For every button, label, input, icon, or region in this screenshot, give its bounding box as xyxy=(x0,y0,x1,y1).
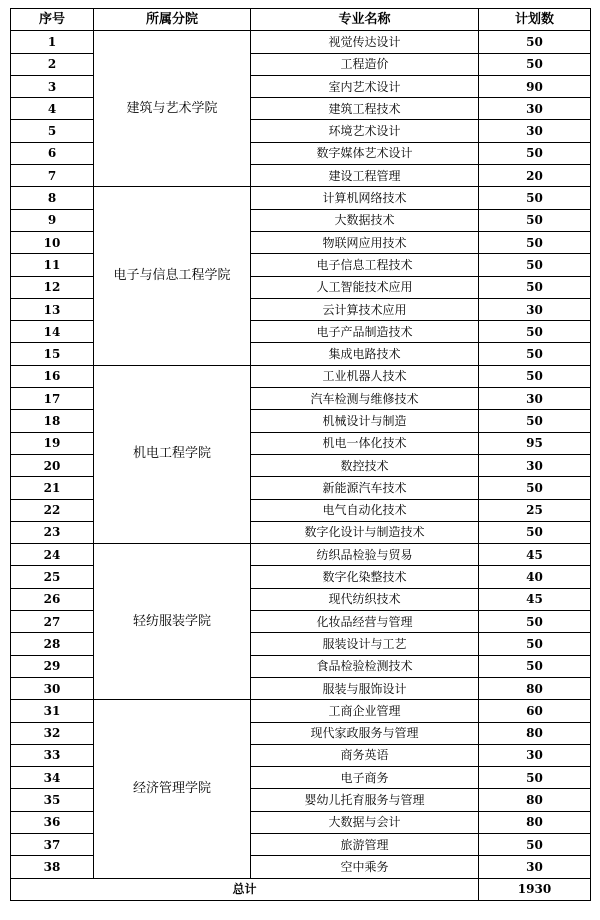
plan-cell: 90 xyxy=(479,75,591,97)
serial-cell: 30 xyxy=(11,677,94,699)
plan-cell: 25 xyxy=(479,499,591,521)
major-cell: 计算机网络技术 xyxy=(251,187,479,209)
plan-cell: 95 xyxy=(479,432,591,454)
major-cell: 集成电路技术 xyxy=(251,343,479,365)
major-cell: 环境艺术设计 xyxy=(251,120,479,142)
major-cell: 工程造价 xyxy=(251,53,479,75)
plan-cell: 60 xyxy=(479,700,591,722)
table-row xyxy=(11,365,591,387)
header-serial: 序号 xyxy=(11,9,94,31)
serial-cell: 33 xyxy=(11,744,94,766)
major-cell: 工业机器人技术 xyxy=(251,365,479,387)
serial-cell: 35 xyxy=(11,789,94,811)
serial-cell: 38 xyxy=(11,856,94,878)
plan-cell: 50 xyxy=(479,343,591,365)
major-cell: 工商企业管理 xyxy=(251,700,479,722)
plan-cell: 30 xyxy=(479,454,591,476)
serial-cell: 34 xyxy=(11,767,94,789)
serial-cell: 32 xyxy=(11,722,94,744)
major-cell: 大数据技术 xyxy=(251,209,479,231)
total-label: 总计 xyxy=(11,878,479,900)
plan-cell: 80 xyxy=(479,677,591,699)
table-body xyxy=(11,31,591,878)
major-cell: 电子信息工程技术 xyxy=(251,254,479,276)
serial-cell: 16 xyxy=(11,365,94,387)
plan-cell: 30 xyxy=(479,744,591,766)
major-cell: 数字媒体艺术设计 xyxy=(251,142,479,164)
major-cell: 建筑工程技术 xyxy=(251,98,479,120)
major-cell: 室内艺术设计 xyxy=(251,75,479,97)
major-cell: 食品检验检测技术 xyxy=(251,655,479,677)
serial-cell: 1 xyxy=(11,31,94,53)
serial-cell: 2 xyxy=(11,53,94,75)
plan-cell: 80 xyxy=(479,789,591,811)
serial-cell: 27 xyxy=(11,611,94,633)
table-row xyxy=(11,544,591,566)
major-cell: 电子产品制造技术 xyxy=(251,321,479,343)
plan-cell: 80 xyxy=(479,722,591,744)
plan-cell: 50 xyxy=(479,276,591,298)
plan-cell: 50 xyxy=(479,633,591,655)
header-department: 所属分院 xyxy=(94,9,251,31)
serial-cell: 31 xyxy=(11,700,94,722)
plan-cell: 30 xyxy=(479,298,591,320)
plan-cell: 50 xyxy=(479,611,591,633)
serial-cell: 18 xyxy=(11,410,94,432)
major-cell: 人工智能技术应用 xyxy=(251,276,479,298)
plan-cell: 30 xyxy=(479,388,591,410)
major-cell: 视觉传达设计 xyxy=(251,31,479,53)
major-cell: 物联网应用技术 xyxy=(251,231,479,253)
department-cell: 轻纺服装学院 xyxy=(94,544,251,700)
serial-cell: 26 xyxy=(11,588,94,610)
major-cell: 数字化设计与制造技术 xyxy=(251,521,479,543)
plan-cell: 50 xyxy=(479,521,591,543)
total-row xyxy=(11,878,591,900)
plan-cell: 40 xyxy=(479,566,591,588)
major-cell: 大数据与会计 xyxy=(251,811,479,833)
serial-cell: 24 xyxy=(11,544,94,566)
plan-cell: 50 xyxy=(479,767,591,789)
major-cell: 服装设计与工艺 xyxy=(251,633,479,655)
serial-cell: 14 xyxy=(11,321,94,343)
department-cell: 建筑与艺术学院 xyxy=(94,31,251,187)
table-row xyxy=(11,700,591,722)
plan-cell: 30 xyxy=(479,120,591,142)
major-cell: 服装与服饰设计 xyxy=(251,677,479,699)
header-plan: 计划数 xyxy=(479,9,591,31)
major-cell: 新能源汽车技术 xyxy=(251,477,479,499)
plan-cell: 50 xyxy=(479,31,591,53)
plan-cell: 80 xyxy=(479,811,591,833)
major-cell: 电气自动化技术 xyxy=(251,499,479,521)
major-cell: 婴幼儿托育服务与管理 xyxy=(251,789,479,811)
plan-cell: 50 xyxy=(479,231,591,253)
plan-cell: 45 xyxy=(479,544,591,566)
serial-cell: 36 xyxy=(11,811,94,833)
serial-cell: 6 xyxy=(11,142,94,164)
plan-cell: 50 xyxy=(479,53,591,75)
plan-cell: 30 xyxy=(479,856,591,878)
major-cell: 现代纺织技术 xyxy=(251,588,479,610)
major-cell: 建设工程管理 xyxy=(251,165,479,187)
major-cell: 机械设计与制造 xyxy=(251,410,479,432)
header-row xyxy=(11,9,591,31)
major-cell: 电子商务 xyxy=(251,767,479,789)
serial-cell: 23 xyxy=(11,521,94,543)
serial-cell: 12 xyxy=(11,276,94,298)
enrollment-plan-table xyxy=(10,8,591,901)
serial-cell: 17 xyxy=(11,388,94,410)
plan-cell: 50 xyxy=(479,187,591,209)
plan-cell: 20 xyxy=(479,165,591,187)
serial-cell: 8 xyxy=(11,187,94,209)
major-cell: 旅游管理 xyxy=(251,833,479,855)
serial-cell: 10 xyxy=(11,231,94,253)
major-cell: 纺织品检验与贸易 xyxy=(251,544,479,566)
serial-cell: 21 xyxy=(11,477,94,499)
major-cell: 数控技术 xyxy=(251,454,479,476)
plan-cell: 45 xyxy=(479,588,591,610)
plan-cell: 50 xyxy=(479,142,591,164)
serial-cell: 13 xyxy=(11,298,94,320)
major-cell: 空中乘务 xyxy=(251,856,479,878)
department-cell: 经济管理学院 xyxy=(94,700,251,878)
serial-cell: 25 xyxy=(11,566,94,588)
plan-cell: 50 xyxy=(479,321,591,343)
serial-cell: 19 xyxy=(11,432,94,454)
total-value: 1930 xyxy=(479,878,591,900)
serial-cell: 3 xyxy=(11,75,94,97)
plan-cell: 50 xyxy=(479,410,591,432)
plan-cell: 50 xyxy=(479,254,591,276)
plan-cell: 50 xyxy=(479,477,591,499)
plan-cell: 50 xyxy=(479,365,591,387)
major-cell: 数字化染整技术 xyxy=(251,566,479,588)
serial-cell: 22 xyxy=(11,499,94,521)
serial-cell: 28 xyxy=(11,633,94,655)
serial-cell: 5 xyxy=(11,120,94,142)
table-row xyxy=(11,187,591,209)
serial-cell: 15 xyxy=(11,343,94,365)
major-cell: 商务英语 xyxy=(251,744,479,766)
major-cell: 云计算技术应用 xyxy=(251,298,479,320)
major-cell: 机电一体化技术 xyxy=(251,432,479,454)
plan-cell: 50 xyxy=(479,833,591,855)
serial-cell: 9 xyxy=(11,209,94,231)
serial-cell: 11 xyxy=(11,254,94,276)
plan-cell: 30 xyxy=(479,98,591,120)
serial-cell: 20 xyxy=(11,454,94,476)
plan-cell: 50 xyxy=(479,209,591,231)
serial-cell: 4 xyxy=(11,98,94,120)
serial-cell: 7 xyxy=(11,165,94,187)
serial-cell: 29 xyxy=(11,655,94,677)
department-cell: 电子与信息工程学院 xyxy=(94,187,251,365)
major-cell: 现代家政服务与管理 xyxy=(251,722,479,744)
department-cell: 机电工程学院 xyxy=(94,365,251,543)
plan-cell: 50 xyxy=(479,655,591,677)
major-cell: 汽车检测与维修技术 xyxy=(251,388,479,410)
serial-cell: 37 xyxy=(11,833,94,855)
table-row xyxy=(11,31,591,53)
major-cell: 化妆品经营与管理 xyxy=(251,611,479,633)
header-major: 专业名称 xyxy=(251,9,479,31)
